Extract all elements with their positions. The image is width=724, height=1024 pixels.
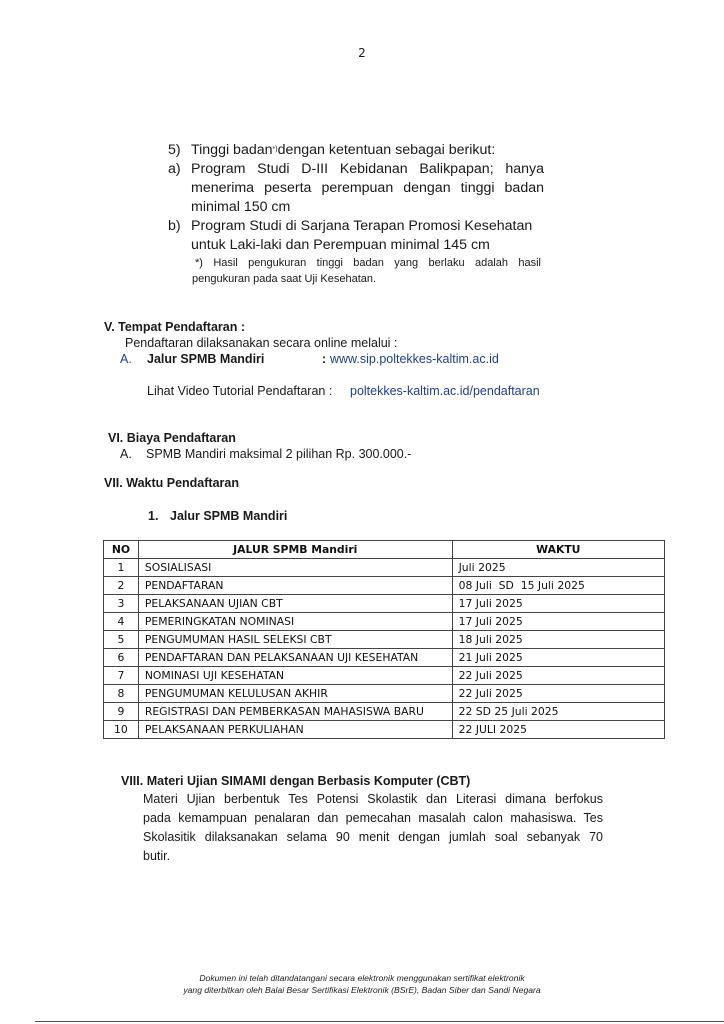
header-waktu: WAKTU	[452, 541, 664, 559]
table-row	[104, 613, 665, 631]
item-a-line1: Program Studi D-III Kebidanan Balikpapan; hanya	[191, 161, 544, 177]
item-b-line2: untuk Laki-laki dan Perempuan minimal 145 cm	[191, 237, 490, 253]
section8-line4: butir.	[143, 849, 171, 863]
row-activity: PEMERINGKATAN NOMINASI	[138, 613, 452, 631]
section8-title: VIII. Materi Ujian SIMAMI dengan Berbasis Komputer (CBT)	[121, 774, 471, 788]
section7-title: VII. Waktu Pendaftaran	[104, 476, 239, 490]
row-activity: PENDAFTARAN	[138, 577, 452, 595]
row-no: 1	[104, 559, 139, 577]
row-no: 7	[104, 667, 139, 685]
row-time: 22 Juli 2025	[452, 667, 664, 685]
row-no: 9	[104, 703, 139, 721]
row-activity: PELAKSANAAN UJIAN CBT	[138, 595, 452, 613]
footnote-line1: *) Hasil pengukuran tinggi badan yang berlaku adalah hasil	[195, 257, 541, 269]
section8-line2: pada kemampuan penalaran dan pemecahan masalah calon mahasiswa. Tes	[143, 811, 603, 825]
row-time: 17 Juli 2025	[452, 613, 664, 631]
row-time: 22 JULI 2025	[452, 721, 664, 739]
row-no: 4	[104, 613, 139, 631]
page-number: 2	[358, 46, 366, 60]
row-activity: PENGUMUMAN KELULUSAN AKHIR	[138, 685, 452, 703]
header-jalur: JALUR SPMB Mandiri	[138, 541, 452, 559]
table-header-row	[104, 541, 665, 559]
row-no: 10	[104, 721, 139, 739]
table-row	[104, 577, 665, 595]
item5-number: 5)	[168, 142, 181, 158]
row-no: 5	[104, 631, 139, 649]
row-no: 2	[104, 577, 139, 595]
footer-line1: Dokumen ini telah ditandatangani secara elektronik menggunakan sertifikat elektronik	[199, 973, 525, 983]
row-activity: REGISTRASI DAN PEMBERKASAN MAHASISWA BARU	[138, 703, 452, 721]
video-tutorial-label: Lihat Video Tutorial Pendaftaran :	[147, 384, 333, 398]
section8-line1: Materi Ujian berbentuk Tes Potensi Skolastik dan Literasi dimana berfokus	[143, 792, 603, 806]
footer-divider	[35, 1021, 724, 1022]
item-b-line1: Program Studi di Sarjana Terapan Promosi Kesehatan	[191, 218, 533, 234]
row-no: 6	[104, 649, 139, 667]
table-row	[104, 559, 665, 577]
row-time: 22 SD 25 Juli 2025	[452, 703, 664, 721]
row-no: 3	[104, 595, 139, 613]
table-row	[104, 685, 665, 703]
section5-item-label: Jalur SPMB Mandiri	[147, 352, 265, 366]
item-a-line3: minimal 150 cm	[191, 199, 291, 215]
row-activity: PENGUMUMAN HASIL SELEKSI CBT	[138, 631, 452, 649]
section8-paragraph	[143, 790, 603, 866]
footnote-mark: *)	[272, 146, 278, 153]
row-no: 8	[104, 685, 139, 703]
schedule-table	[103, 540, 665, 739]
section7-sub-title: Jalur SPMB Mandiri	[170, 509, 288, 523]
section5-item-letter: A.	[120, 352, 132, 366]
table-row	[104, 703, 665, 721]
section5-title: V. Tempat Pendaftaran :	[104, 320, 246, 334]
row-activity: SOSIALISASI	[138, 559, 452, 577]
section5-intro: Pendaftaran dilaksanakan secara online melalui :	[125, 336, 398, 350]
row-activity: NOMINASI UJI KESEHATAN	[138, 667, 452, 685]
section5-item-colon: :	[322, 352, 327, 366]
row-time: 21 Juli 2025	[452, 649, 664, 667]
item-a-number: a)	[168, 161, 181, 177]
registration-link[interactable]: www.sip.poltekkes-kaltim.ac.id	[330, 352, 499, 366]
footer-line2: yang diterbitkan oleh Balai Besar Sertifikasi Elektronik (BSrE), Badan Siber dan Sandi Negara	[183, 985, 541, 995]
section8-line3: Skolasitik dilaksanakan selama 90 menit dengan jumlah soal sebanyak 70	[143, 830, 603, 844]
table-row	[104, 631, 665, 649]
row-activity: PELAKSANAAN PERKULIAHAN	[138, 721, 452, 739]
row-activity: PENDAFTARAN DAN PELAKSANAAN UJI KESEHATAN	[138, 649, 452, 667]
section6-item-text: SPMB Mandiri maksimal 2 pilihan Rp. 300.000.-	[146, 447, 412, 461]
item-a-line2: menerima peserta perempuan dengan tinggi badan	[191, 180, 544, 196]
item-b-number: b)	[168, 218, 181, 234]
row-time: 08 Juli SD 15 Juli 2025	[452, 577, 664, 595]
header-no: NO	[104, 541, 139, 559]
row-time: 18 Juli 2025	[452, 631, 664, 649]
section6-item-letter: A.	[120, 447, 132, 461]
item5-label: Tinggi badan	[191, 142, 273, 158]
footnote-line2: pengukuran pada saat Uji Kesehatan.	[192, 273, 377, 285]
row-time: Juli 2025	[452, 559, 664, 577]
table-row	[104, 649, 665, 667]
row-time: 22 Juli 2025	[452, 685, 664, 703]
section6-title: VI. Biaya Pendaftaran	[108, 431, 236, 445]
row-time: 17 Juli 2025	[452, 595, 664, 613]
item5-text	[191, 141, 544, 160]
section7-sub-number: 1.	[148, 509, 159, 523]
table-row	[104, 595, 665, 613]
video-tutorial-link[interactable]: poltekkes-kaltim.ac.id/pendaftaran	[350, 384, 540, 398]
item5-rest: dengan ketentuan sebagai berikut:	[277, 142, 496, 158]
table-row	[104, 667, 665, 685]
table-row	[104, 721, 665, 739]
